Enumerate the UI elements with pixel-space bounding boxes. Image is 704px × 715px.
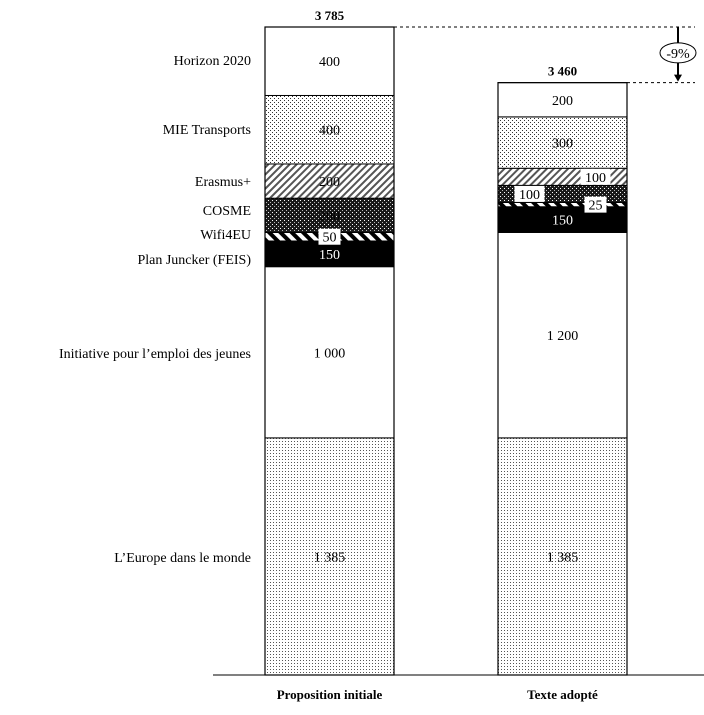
data-label: 200	[319, 175, 340, 191]
series-label: L’Europe dans le monde	[114, 551, 251, 566]
data-label: 200	[319, 209, 340, 225]
series-label: COSME	[202, 204, 251, 219]
data-label: 1 385	[313, 550, 346, 566]
total-label: 3 460	[547, 63, 578, 79]
x-axis	[213, 675, 704, 702]
data-label: 300	[552, 136, 573, 152]
data-label: 100	[585, 170, 606, 186]
data-label: 1 000	[313, 346, 346, 362]
data-label: 400	[319, 55, 340, 71]
x-tick-label: Texte adopté	[527, 687, 598, 702]
bar-segment	[498, 202, 627, 206]
data-label: 25	[588, 198, 603, 214]
series-label: Initiative pour l’emploi des jeunes	[58, 347, 251, 362]
data-label: 400	[319, 123, 340, 139]
data-label: 150	[552, 213, 573, 229]
series-label: Erasmus+	[194, 175, 251, 190]
x-tick-label: Proposition initiale	[276, 687, 383, 702]
series-label: Horizon 2020	[173, 54, 251, 69]
data-label: 1 385	[546, 550, 579, 566]
data-label: 50	[322, 230, 337, 246]
down-arrow-icon	[674, 75, 682, 82]
data-label: 100	[519, 187, 540, 203]
data-label: 200	[552, 93, 573, 109]
series-label: Plan Juncker (FEIS)	[137, 253, 251, 268]
bars	[265, 8, 627, 675]
change-label: -9%	[666, 46, 690, 62]
series-label: Wifi4EU	[200, 228, 251, 243]
series-labels	[59, 54, 251, 566]
data-label: 150	[319, 247, 340, 263]
data-label: 1 200	[546, 329, 579, 345]
change-annotation	[394, 27, 696, 83]
series-label: MIE Transports	[162, 123, 251, 138]
total-label: 3 785	[314, 8, 345, 23]
